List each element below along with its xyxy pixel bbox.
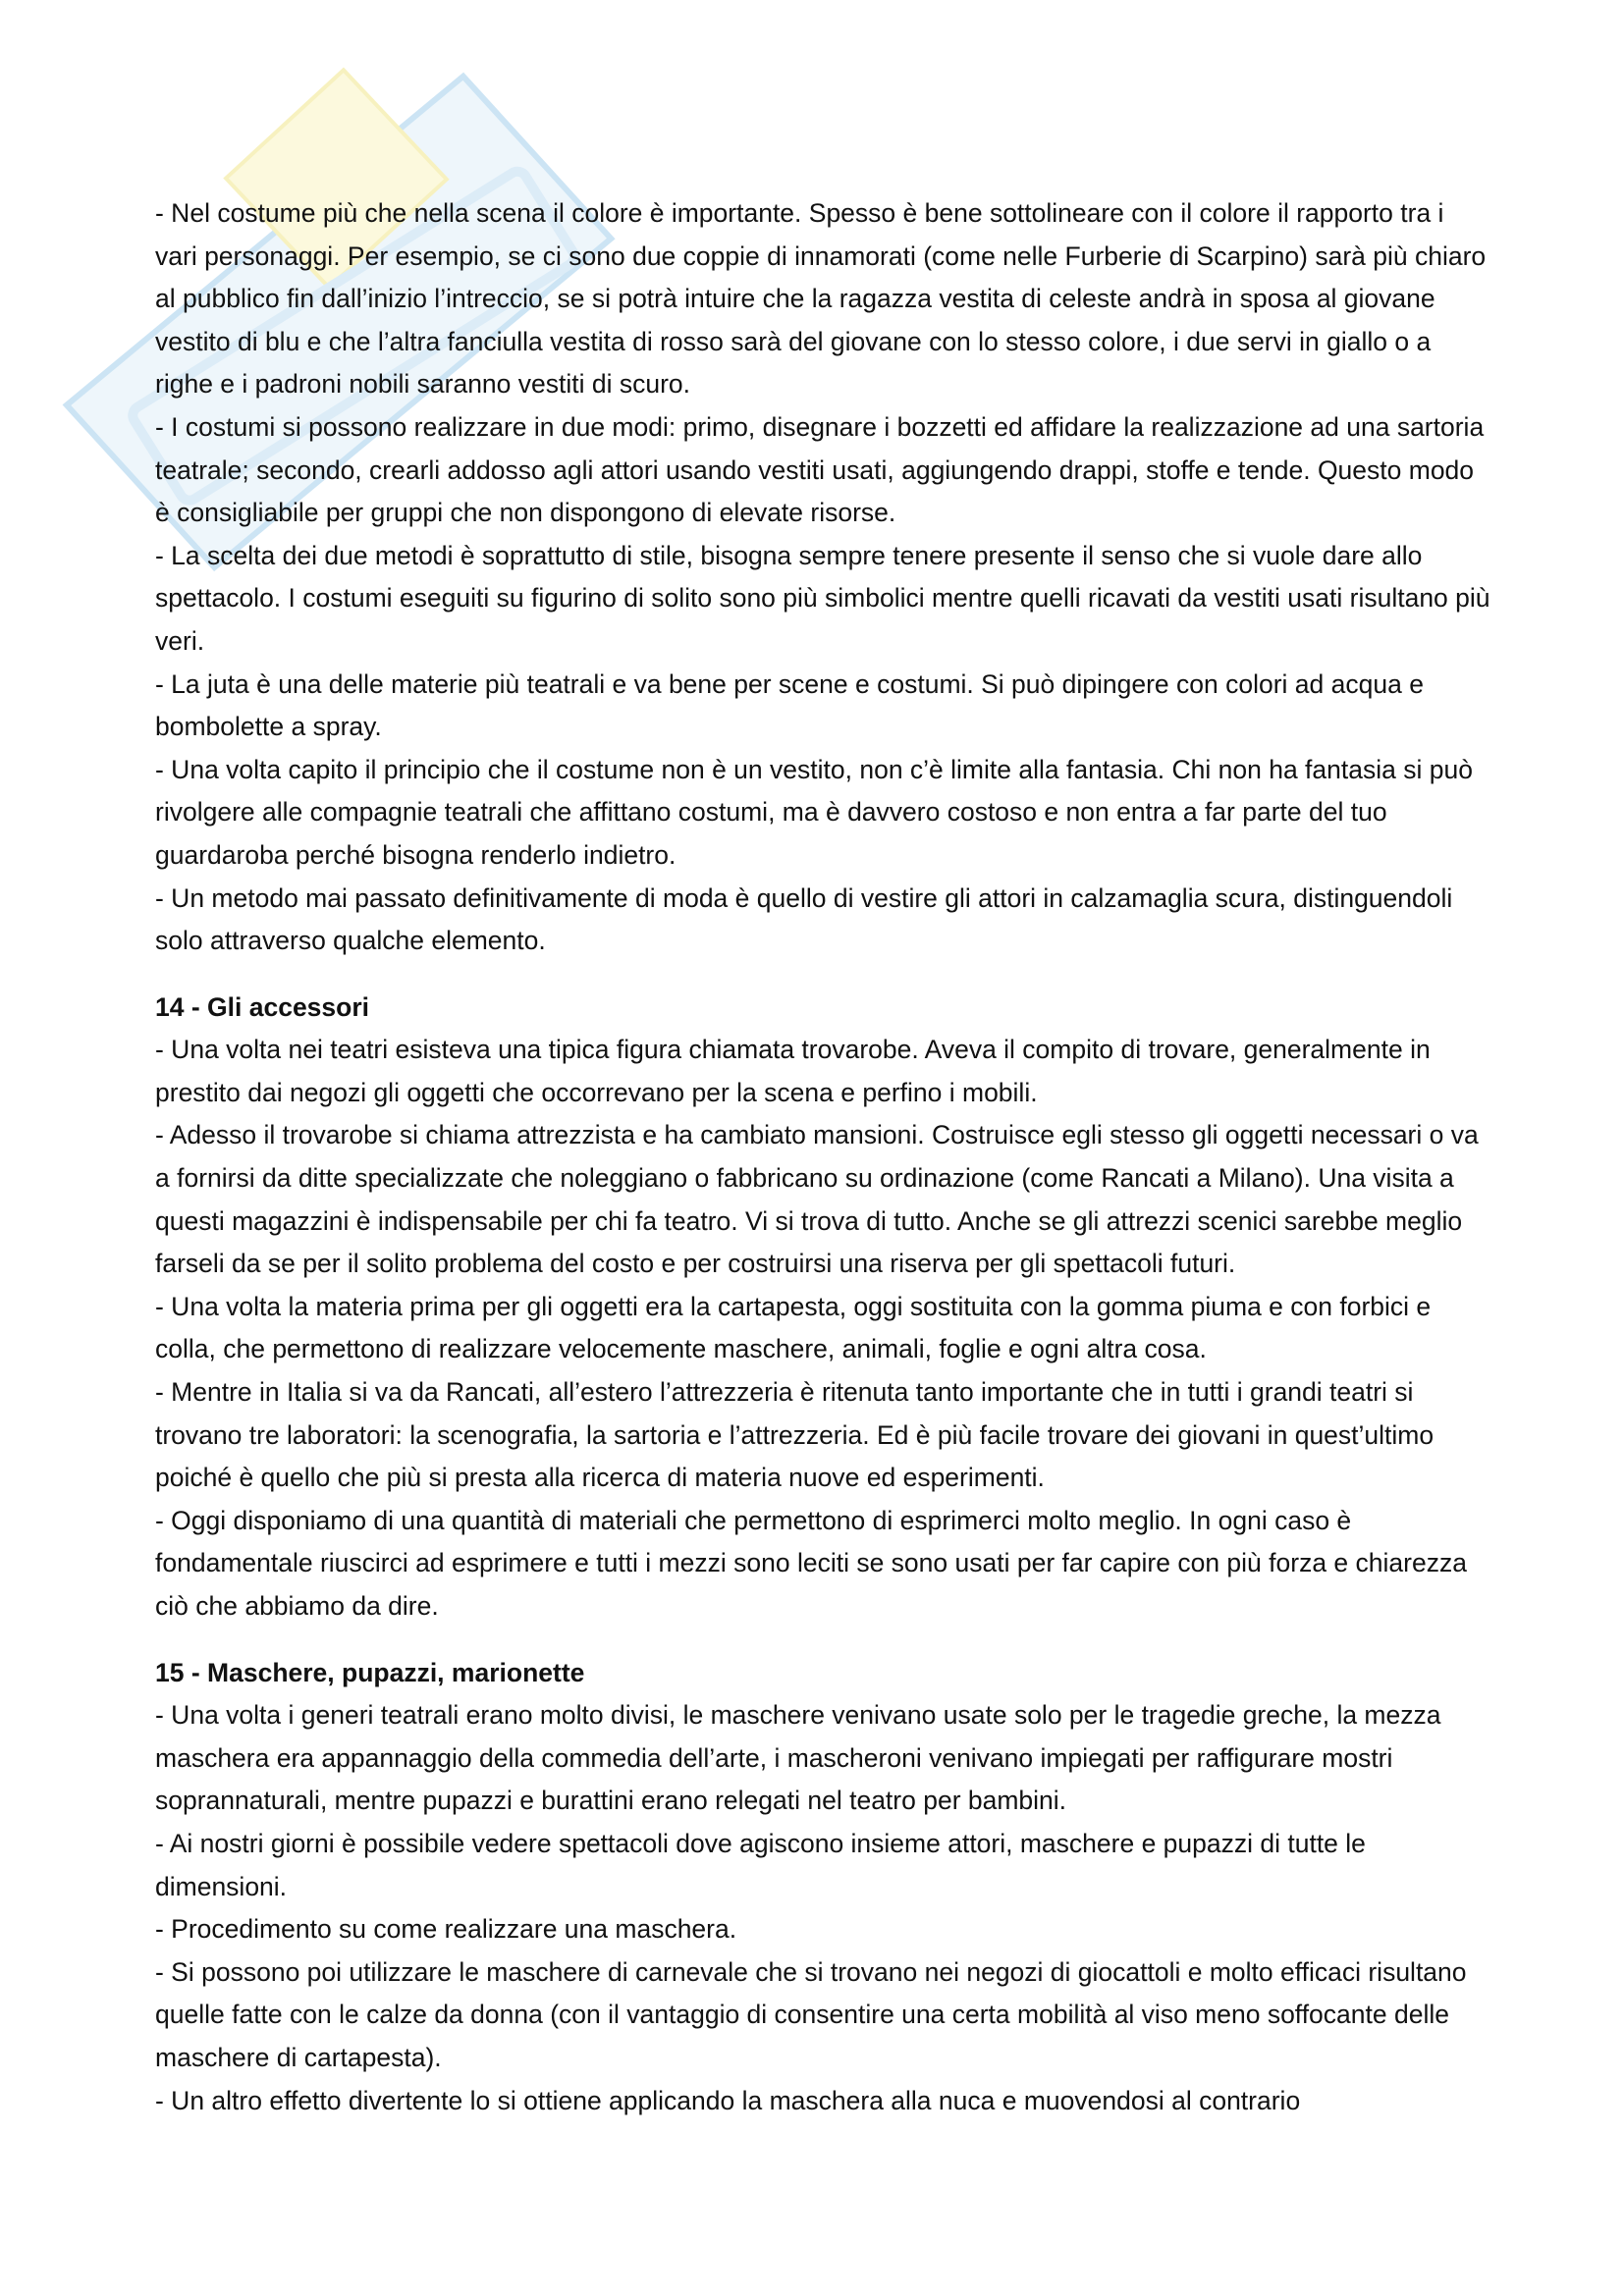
paragraph-scelta-metodi: - La scelta dei due metodi è soprattutto di stile, bisogna sempre tenere presente il senso che si vuole dare allo spettacolo. I costumi eseguiti su figurino di solito sono più simbolici mentre quelli ricavati da vestiti usati risultano più veri. — [155, 540, 1490, 656]
paragraph-materiali: - Oggi disponiamo di una quantità di materiali che permettono di esprimerci molto meglio. In ogni caso è fondamentale riuscirci ad esprimere e tutti i mezzi sono leciti se sono usati per far capire con più forza e chiarezza ciò che abbiamo da dire. — [155, 1505, 1467, 1621]
paragraph-cartapesta: - Una volta la materia prima per gli oggetti era la cartapesta, oggi sostituita con la gomma piuma e con forbici e colla, che permettono di realizzare velocemente maschere, animali, foglie e ogni altra cosa. — [155, 1291, 1432, 1364]
document-body — [155, 192, 1490, 2122]
paragraph-maschere-carnevale: - Si possono poi utilizzare le maschere di carnevale che si trovano nei negozi di giocattoli e molto efficaci risultano quelle fatte con le calze da donna (con il vantaggio di consentire una certa mobilità al viso meno soffocante delle maschere di cartapesta). — [155, 1956, 1467, 2072]
paragraph-generi-teatrali: - Una volta i generi teatrali erano molto divisi, le maschere venivano usate solo per le tragedie greche, la mezza maschera era appannaggio della commedia dell’arte, i mascheroni venivano impiegati per raffigurare mostri soprannaturali, mentre pupazzi e burattini erano relegati nel teatro per bambini. — [155, 1700, 1441, 1816]
section-heading-accessori: 14 - Gli accessori — [155, 991, 370, 1022]
paragraph-juta: - La juta è una delle materie più teatrali e va bene per scene e costumi. Si può dipingere con colori ad acqua e bombolette a spray. — [155, 668, 1424, 742]
paragraph-maschera-nuca: - Un altro effetto divertente lo si ottiene applicando la maschera alla nuca e muovendosi al contrario — [155, 2085, 1301, 2115]
paragraph-attrezzeria-estero: - Mentre in Italia si va da Rancati, all’estero l’attrezzeria è ritenuta tanto importante che in tutti i grandi teatri si trovano tre laboratori: la scenografia, la sartoria e l’attrezzeria. Ed è più facile trovare dei giovani in quest’ultimo poiché è quello che più si presta alla ricerca di materia nuove ed esperimenti. — [155, 1377, 1435, 1493]
paragraph-calzamaglia: - Un metodo mai passato definitivamente di moda è quello di vestire gli attori in calzamaglia scura, distinguendoli solo attraverso qualche elemento. — [155, 882, 1453, 956]
paragraph-fantasia: - Una volta capito il principio che il costume non è un vestito, non c’è limite alla fantasia. Chi non ha fantasia si può rivolgere alle compagnie teatrali che affittano costumi, ma è davvero costoso e non entra a far parte del tuo guardaroba perché bisogna renderlo indietro. — [155, 754, 1473, 870]
paragraph-spettacoli-misti: - Ai nostri giorni è possibile vedere spettacoli dove agiscono insieme attori, maschere e pupazzi di tutte le dimensioni. — [155, 1828, 1366, 1901]
paragraph-trovarobe: - Una volta nei teatri esisteva una tipica figura chiamata trovarobe. Aveva il compito di trovare, generalmente in prestito dai negozi gli oggetti che occorrevano per la scena e perfino i mobili. — [155, 1035, 1431, 1107]
section-heading-maschere: 15 - Maschere, pupazzi, marionette — [155, 1657, 585, 1687]
paragraph-colore-costume: - Nel costume più che nella scena il colore è importante. Spesso è bene sottolineare con il colore il rapporto tra i vari personaggi. Per esempio, se ci sono due coppie di innamorati (come nelle Furberie di Scarpino) sarà più chiaro al pubblico fin dall’inizio l’intreccio, se si potrà intuire che la ragazza vestita di celeste andrà in sposa al giovane vestito di blu e che l’altra fanciulla vestita di rosso sarà del giovane con lo stesso colore, i due servi in giallo o a righe e i padroni nobili saranno vestiti di scuro. — [155, 198, 1487, 400]
paragraph-realizzare-costumi: - I costumi si possono realizzare in due modi: primo, disegnare i bozzetti ed affidare la realizzazione ad una sartoria teatrale; secondo, crearli addosso agli attori usando vestiti usati, aggiungendo drappi, stoffe e tende. Questo modo è consigliabile per gruppi che non dispongono di elevate risorse. — [155, 411, 1485, 528]
paragraph-attrezzista: - Adesso il trovarobe si chiama attrezzista e ha cambiato mansioni. Costruisce egli stesso gli oggetti necessari o va a fornirsi da ditte specializzate che noleggiano o fabbricano su ordinazione (come Rancati a Milano). Una visita a questi magazzini è indispensabile per chi fa teatro. Vi si trova di tutto. Anche se gli attrezzi scenici sarebbe meglio farseli da se per il solito problema del costo e per costruirsi una riserva per gli spettacoli futuri. — [155, 1120, 1479, 1279]
paragraph-procedimento-maschera: - Procedimento su come realizzare una maschera. — [155, 1914, 737, 1945]
